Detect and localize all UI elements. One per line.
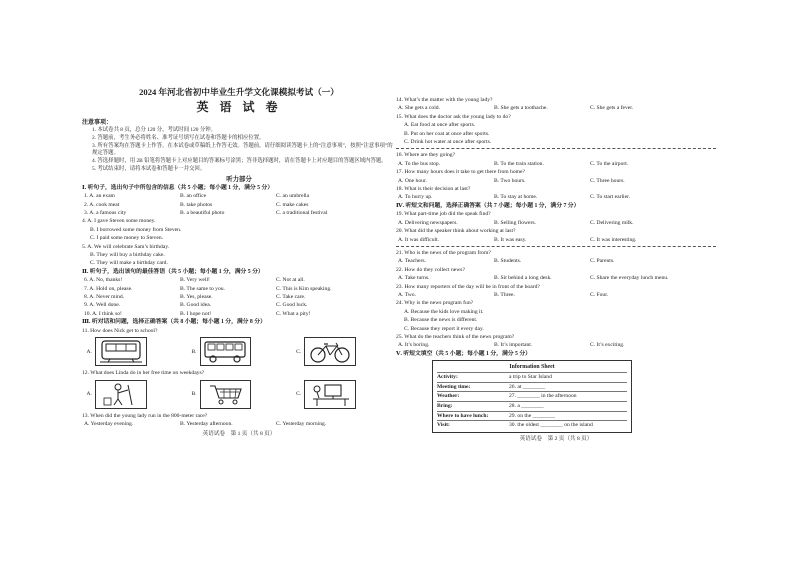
question-4-option-b: B. I borrowed some money from Steven. <box>90 226 182 233</box>
page-footer: 英语试卷 第 1 页（共 8 页） <box>202 431 276 438</box>
question-13-options <box>82 420 396 428</box>
option-b: B. Selling flowers. <box>494 219 536 226</box>
notice-item: 3. 所有答案均在答题卡上作答，在本试卷或草稿纸上作答无效。答题前，请仔细阅读答题卡上的“注意事项”，按照“注意事项”的规定答题。 <box>92 142 393 157</box>
section-5-heading: Ⅴ. 听短文填空（共 5 小题；每小题 1 分，满分 5 分） <box>396 350 531 357</box>
question-24-option-a: A. Because the kids love making it. <box>404 308 484 315</box>
question-16: 16. Where are they going? <box>396 152 456 159</box>
option-a: 7. A. Hold on, please. <box>84 285 133 292</box>
page-footer: 英语试卷 第 2 页（共 8 页） <box>519 435 593 442</box>
option-a: A. It was difficult. <box>398 236 440 243</box>
option-b: B. Students. <box>494 258 522 265</box>
question-3 <box>82 209 396 217</box>
question-11-pictures <box>82 336 396 367</box>
exam-subject: 英 语 试 卷 <box>196 100 282 114</box>
option-c: C. Four. <box>590 291 609 298</box>
question-25: 25. What do the teachers think of the news program? <box>396 333 515 340</box>
question-19: 19. What part-time job did the speak find? <box>396 211 491 218</box>
notice-item: 2. 答题前，考生务必将姓名、准考证号填写在试卷和答题卡的相应位置。 <box>92 134 265 141</box>
question-21: 21. Who is the news of the program from? <box>396 249 491 256</box>
option-b: B. The same to you. <box>180 285 225 292</box>
question-10 <box>82 310 396 318</box>
picture-label: C. <box>296 348 302 355</box>
question-19-options <box>396 219 716 227</box>
option-a: A. Take turns. <box>398 275 430 282</box>
option-b: B. Sit behind a long desk. <box>494 275 552 282</box>
question-23: 23. How many reporters of the day will be in front of the board? <box>396 283 540 290</box>
option-c: C. Yesterday morning. <box>276 420 327 427</box>
question-15: 15. What does the doctor ask the young lady to do? <box>396 113 511 120</box>
option-c: C. What a pity! <box>276 310 311 317</box>
question-12: 12. What does Linda do in her free time on weekdays? <box>82 370 205 377</box>
option-c: C. Take care. <box>276 294 306 301</box>
question-24: 24. Why is the news program fun? <box>396 300 474 307</box>
info-row <box>437 382 627 392</box>
question-18-options <box>396 193 716 201</box>
option-b: B. take photos <box>180 201 213 208</box>
information-sheet <box>432 360 632 433</box>
section-4-heading: Ⅳ. 听短文和问题，选择正确答案（共 7 小题；每小题 1 分，满分 7 分） <box>396 202 580 209</box>
question-25-options <box>396 341 716 349</box>
notice-item: 4. 答选择题时，用 2B 铅笔将答题卡上对应题目的答案标号涂黑；答非选择题时，请在答题卡上对应题目的答题区域内答题。 <box>92 158 387 165</box>
info-row <box>437 401 627 411</box>
question-24-option-b: B. Because the news is different. <box>404 317 478 324</box>
option-b: B. Very well! <box>180 277 210 284</box>
option-a: 6. A. No, thanks! <box>84 277 123 284</box>
option-c: C. It was interesting. <box>590 236 637 243</box>
option-c: C. It’s exciting. <box>590 342 625 349</box>
question-5-option-c: C. They will make a birthday card. <box>90 260 168 267</box>
section-1-heading: Ⅰ. 听句子，选出句子中所包含的信息（共 5 小题；每小题 1 分，满分 5 分） <box>82 184 274 191</box>
question-24-option-c: C. Because they report it every day. <box>404 325 484 332</box>
option-c: C. To the airport. <box>590 160 629 167</box>
question-13: 13. When did the young lady run in the 800-meter race? <box>82 412 208 419</box>
question-5-option-a: 5. A. We will celebrate Sam’s birthday. <box>82 243 170 250</box>
info-value: a trip to Star Island <box>509 374 552 381</box>
option-b: B. It was easy. <box>494 236 527 243</box>
question-4-option-a: 4. A. I gave Steven some money. <box>82 218 156 225</box>
information-sheet-title: Information Sheet <box>509 364 555 371</box>
option-a: 10. A. I think so! <box>84 310 122 317</box>
option-b: B. Two hours. <box>494 177 526 184</box>
info-blank: 29. on the ________ <box>509 412 555 419</box>
option-c: C. Not at all. <box>276 277 305 284</box>
option-a: A. Teachers. <box>398 258 426 265</box>
option-a: 8. A. Never mind. <box>84 294 125 301</box>
picture-label: A. <box>86 348 92 355</box>
option-b: B. an office <box>180 193 207 200</box>
question-18: 18. What is their decision at last? <box>396 186 471 193</box>
option-a: A. Two. <box>398 291 416 298</box>
notice-item: 1. 本试卷共 8 页，总分 120 分，考试时间 120 分钟。 <box>92 127 216 133</box>
option-b: B. Three. <box>494 291 515 298</box>
info-blank: 27. ________ in the afternoon <box>509 393 577 400</box>
option-a: A. Yesterday evening. <box>84 420 134 427</box>
section-3-heading: Ⅲ. 听对话和问题，选择正确答案（共 8 小题；每小题 1 分，满分 8 分） <box>82 319 266 326</box>
notice-heading: 注意事项： <box>82 120 113 126</box>
picture-label: B. <box>191 391 197 397</box>
question-20: 20. What did the speaker think about working at last? <box>396 228 516 235</box>
question-8 <box>82 293 396 301</box>
question-7 <box>82 285 396 293</box>
info-row <box>437 372 627 382</box>
option-b: B. To the train station. <box>494 160 544 167</box>
option-b: B. Yes, please. <box>180 294 213 301</box>
option-b: B. Good idea. <box>180 302 212 309</box>
question-4-option-c: C. I paid some money to Steven. <box>90 235 164 242</box>
question-20-options <box>396 236 716 244</box>
question-14-options <box>396 104 716 112</box>
train-icon <box>95 337 147 366</box>
option-b: B. Yesterday afternoon. <box>180 420 233 427</box>
option-c: C. Parents. <box>590 258 615 265</box>
option-a: A. Delivering newspapers. <box>398 219 458 226</box>
option-c: C. To start earlier. <box>590 194 631 201</box>
question-15-option-c: C. Drink hot water at once after sports. <box>404 139 492 146</box>
picture-label: A. <box>86 391 92 397</box>
option-a: 2. A. cook meat <box>84 201 120 208</box>
option-c: C. Share the everyday lunch menu. <box>590 275 669 282</box>
section-2-heading: Ⅱ. 听句子，选出该句的最佳答语（共 5 小题；每小题 1 分，满分 5 分） <box>82 268 264 275</box>
question-17-options <box>396 177 716 185</box>
info-key: Bring: <box>437 402 453 409</box>
option-a: A. To hurry up. <box>398 194 433 201</box>
question-1 <box>82 192 396 200</box>
question-5-option-b: B. They will buy a birthday cake. <box>90 252 165 259</box>
option-a: A. To the bus stop. <box>398 160 441 167</box>
info-key: Visit: <box>437 422 450 429</box>
picture-label: B. <box>191 348 197 355</box>
info-key: Activity: <box>437 374 458 381</box>
exam-title: 2024 年河北省初中毕业生升学文化课模拟考试（一） <box>139 87 339 97</box>
divider <box>396 148 716 149</box>
option-b: B. She gets a toothache. <box>494 105 548 112</box>
question-6 <box>82 276 396 284</box>
option-c: C. make cakes <box>276 201 309 208</box>
exam-page-1 <box>82 84 396 504</box>
option-c: C. an umbrella <box>276 193 310 200</box>
option-c: C. This is Kim speaking. <box>276 285 332 292</box>
computer-desk-icon <box>304 380 356 409</box>
question-12-pictures <box>82 379 396 410</box>
exam-page-2 <box>396 96 716 500</box>
info-key: Where to have lunch: <box>437 412 489 419</box>
info-row <box>437 411 627 421</box>
option-b: B. I hope not! <box>180 310 212 317</box>
option-a: A. It’s boring. <box>398 342 430 349</box>
option-b: B. It’s important. <box>494 342 533 349</box>
question-15-option-b: B. Put on her coat at once after sports. <box>404 130 490 137</box>
option-a: A. She gets a cold. <box>398 105 440 112</box>
shopping-cart-icon <box>200 380 252 409</box>
cleaning-icon <box>95 380 147 409</box>
question-9 <box>82 301 396 309</box>
option-c: C. Good luck. <box>276 302 308 309</box>
info-blank: 26. at ________ <box>509 383 546 390</box>
option-b: B. a beautiful photo <box>180 210 225 216</box>
bicycle-icon <box>304 337 356 366</box>
picture-label: C. <box>296 391 302 397</box>
option-b: B. To stay at home. <box>494 194 538 201</box>
listening-title: 听力部分 <box>226 175 252 183</box>
option-c: C. Three hours. <box>590 177 625 184</box>
question-17: 17. How many hours does it take to get there from home? <box>396 169 525 176</box>
option-a: 3. A. a famous city <box>84 210 127 216</box>
question-22-options <box>396 274 716 282</box>
question-21-options <box>396 257 716 265</box>
info-key: Weather: <box>437 393 460 400</box>
option-a: A. One hour. <box>398 177 427 184</box>
info-blank: 30. the oldest ________ on the island <box>509 422 593 429</box>
option-a: 9. A. Well done. <box>84 302 121 309</box>
info-row <box>437 420 627 430</box>
question-2 <box>82 201 396 209</box>
question-15-option-a: A. Eat food at once after sports. <box>404 122 476 129</box>
option-c: C. She gets a fever. <box>590 105 634 112</box>
question-16-options <box>396 160 716 168</box>
question-11: 11. How does Nick get to school? <box>82 327 158 334</box>
option-c: C. Delivering milk. <box>590 219 634 226</box>
question-22: 22. How do they collect news? <box>396 266 465 273</box>
info-blank: 28. a ________ <box>509 402 544 409</box>
question-14: 14. What’s the matter with the young lady? <box>396 97 493 103</box>
divider <box>396 246 716 247</box>
info-row <box>437 391 627 401</box>
question-23-options <box>396 291 716 299</box>
bus-icon <box>200 337 252 366</box>
option-a: 1. A. an exam <box>84 193 115 200</box>
notice-item: 5. 考试结束时，请将本试卷和答题卡一并交回。 <box>92 165 206 172</box>
option-c: C. a traditional festival <box>276 210 328 216</box>
info-key: Meeting time: <box>437 383 471 390</box>
